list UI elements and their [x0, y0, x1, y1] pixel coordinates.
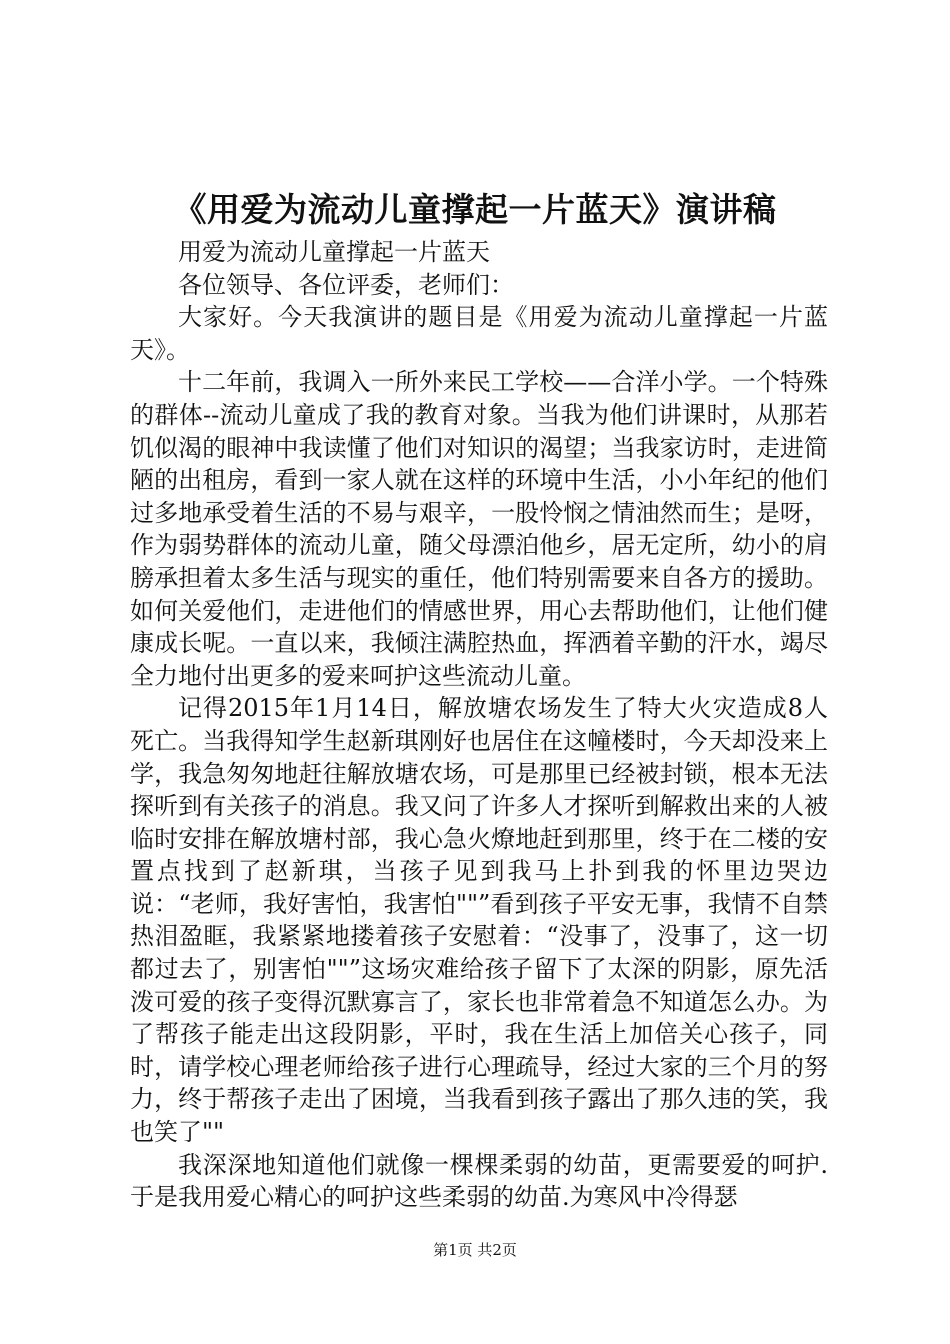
document-title: 《用爱为流动儿童撑起一片蓝天》演讲稿: [173, 190, 777, 229]
page-number-footer: 第1页 共2页: [433, 1241, 517, 1259]
subtitle-paragraph: 用爱为流动儿童撑起一片蓝天: [178, 238, 490, 266]
document-body: [130, 236, 828, 1214]
body-paragraph: 我深深地知道他们就像一棵棵柔弱的幼苗，更需要爱的呵护.于是我用爱心精心的呵护这些柔弱的幼苗.为寒风中冷得瑟: [130, 1150, 828, 1212]
body-paragraph: 十二年前，我调入一所外来民工学校——合洋小学。一个特殊的群体--流动儿童成了我的教育对象。当我为他们讲课时，从那若饥似渴的眼神中我读懂了他们对知识的渴望；当我家访时，走进简陋的出租房，看到一家人就在这样的环境中生活，小小年纪的他们过多地承受着生活的不易与艰辛，一股怜悯之情油然而生；是呀，作为弱势群体的流动儿童，随父母漂泊他乡，居无定所，幼小的肩膀承担着太多生活与现实的重任，他们特别需要来自各方的援助。如何关爱他们，走进他们的情感世界，用心去帮助他们，让他们健康成长呢。一直以来，我倾注满腔热血，挥洒着辛勤的汗水，竭尽全力地付出更多的爱来呵护这些流动儿童。: [130, 368, 828, 690]
intro-paragraph: 大家好。今天我演讲的题目是《用爱为流动儿童撑起一片蓝天》。: [130, 303, 828, 364]
salutation-paragraph: 各位领导、各位评委，老师们：: [178, 270, 514, 299]
body-paragraph: 记得2015年1月14日，解放塘农场发生了特大火灾造成8人死亡。当我得知学生赵新琪刚好也居住在这幢楼时，今天却没来上学，我急匆匆地赶往解放塘农场，可是那里已经被封锁，根本无法探听到有关孩子的消息。我又问了许多人才探听到解救出来的人被临时安排在解放塘村部，我心急火燎地赶到那里，终于在二楼的安置点找到了赵新琪，当孩子见到我马上扑到我的怀里边哭边说：“老师，我好害怕，我害怕""”看到孩子平安无事，我情不自禁热泪盈眶，我紧紧地搂着孩子安慰着：“没事了，没事了，这一切都过去了，别害怕""”这场灾难给孩子留下了太深的阴影，原先活泼可爱的孩子变得沉默寡言了，家长也非常着急不知道怎么办。为了帮孩子能走出这段阴影，平时，我在生活上加倍关心孩子，同时，请学校心理老师给孩子进行心理疏导，经过大家的三个月的努力，终于帮孩子走出了困境，当我看到孩子露出了那久违的笑，我也笑了"": [130, 694, 828, 1147]
